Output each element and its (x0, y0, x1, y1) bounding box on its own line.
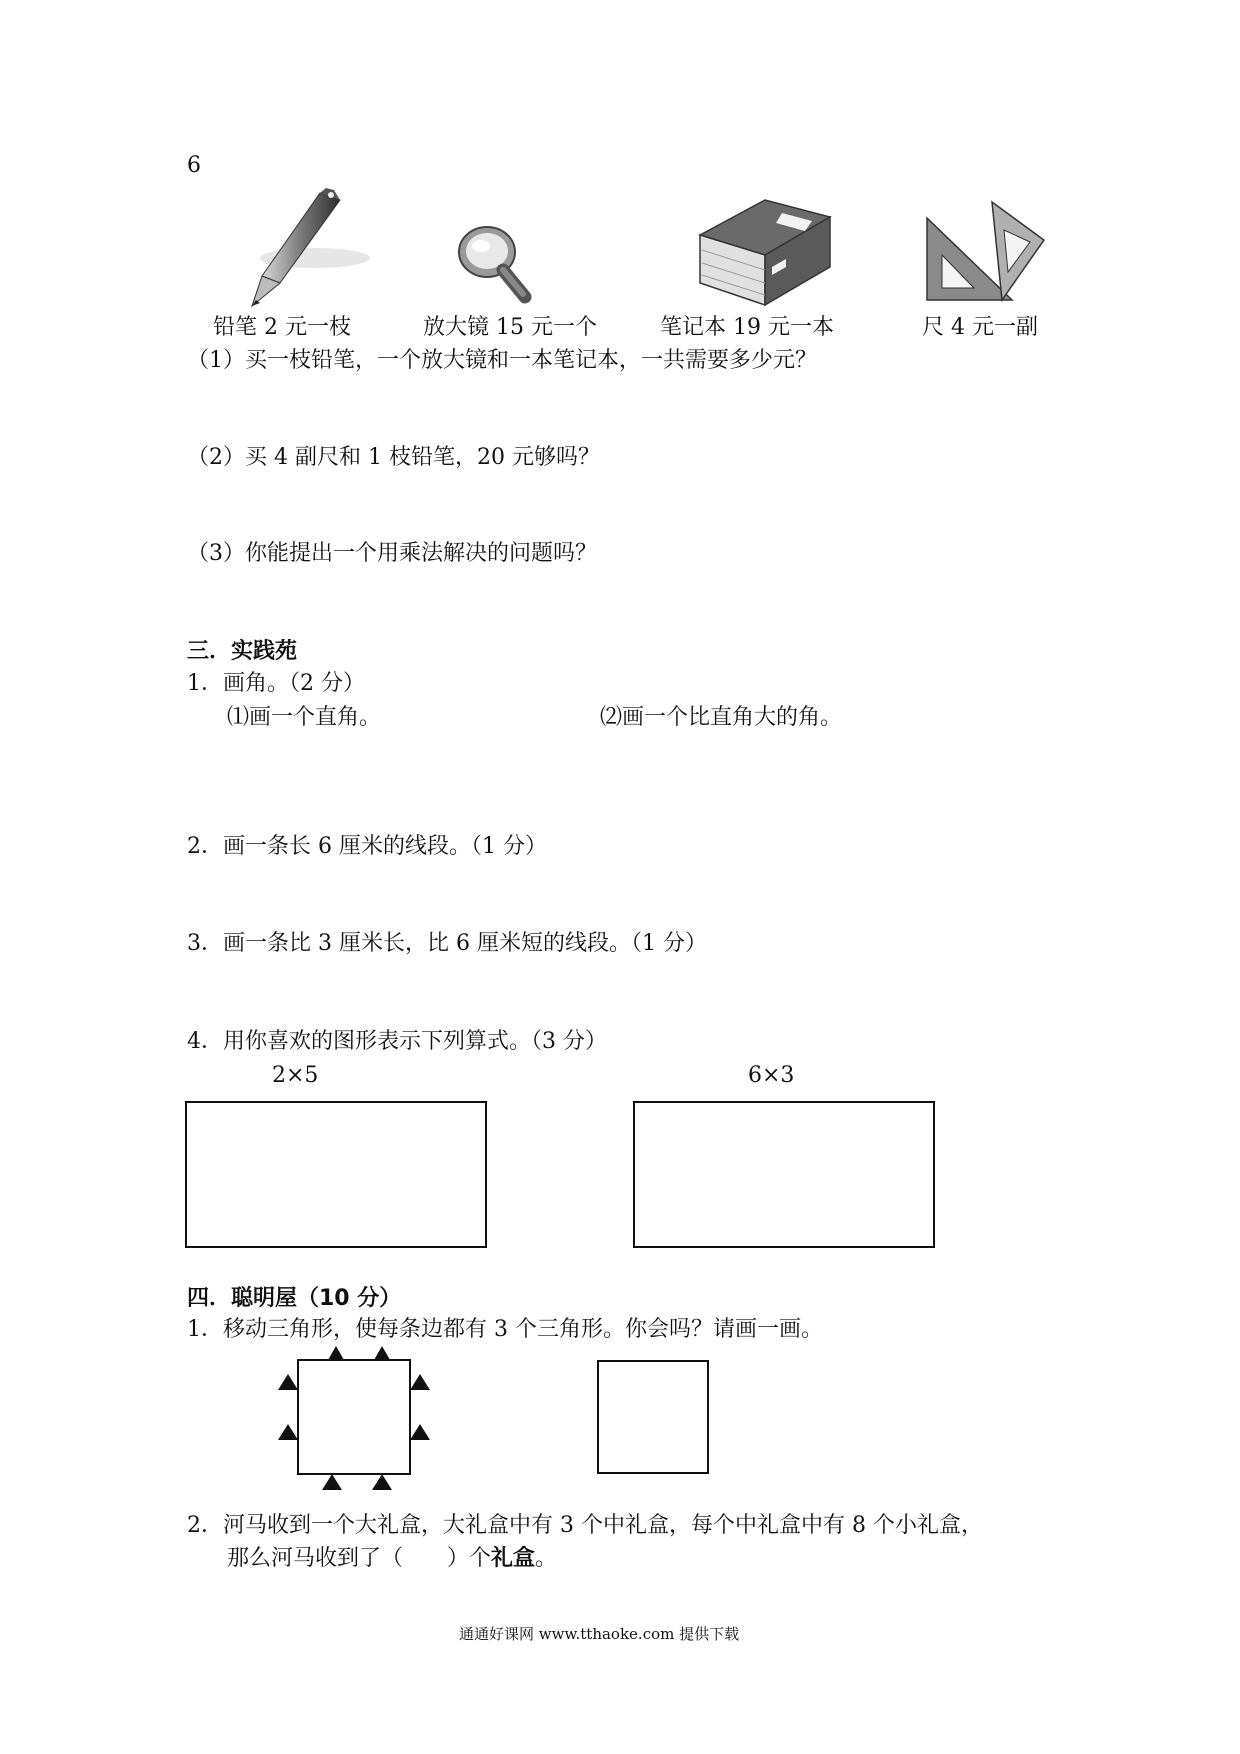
question-3: （3）你能提出一个用乘法解决的问题吗？ (187, 541, 597, 566)
s3-problem-3: 3．画一条比 3 厘米长，比 6 厘米短的线段。（1 分） (187, 931, 707, 956)
s3-problem-1a: ⑴画一个直角。 (227, 705, 382, 730)
notebook-caption: 笔记本 19 元一本 (660, 315, 834, 340)
ruler-set-icon (922, 200, 1047, 305)
answer-box-right[interactable] (633, 1101, 935, 1248)
expression-left: 2×5 (272, 1063, 319, 1088)
s3-problem-1: 1．画角。（2 分） (187, 671, 365, 696)
ruler-caption: 尺 4 元一副 (922, 315, 1038, 340)
s3-problem-2: 2．画一条长 6 厘米的线段。（1 分） (187, 834, 547, 859)
triangle-marker (322, 1474, 342, 1490)
triangle-marker (328, 1346, 344, 1360)
triangle-marker (278, 1374, 298, 1390)
magnifier-caption: 放大镜 15 元一个 (423, 315, 597, 340)
s3-problem-4: 4．用你喜欢的图形表示下列算式。（3 分） (187, 1029, 607, 1054)
section-4-title: 四．聪明屋（10 分） (187, 1286, 402, 1311)
footer-credit: 通通好课网 www.tthaoke.com 提供下载 (459, 1625, 740, 1643)
expression-right: 6×3 (748, 1063, 795, 1088)
triangle-square-figure (270, 1338, 440, 1498)
page-number: 6 (187, 153, 201, 178)
answer-box-left[interactable] (185, 1101, 487, 1248)
triangle-marker (410, 1374, 430, 1390)
s4-problem-2-line1: 2．河马收到一个大礼盒，大礼盒中有 3 个中礼盒，每个中礼盒中有 8 个小礼盒， (187, 1513, 983, 1538)
s4-problem-2-line2 (227, 1545, 557, 1573)
s4-problem-2-text: 那么河马收到了（ ）个 (227, 1546, 492, 1571)
triangle-marker (278, 1424, 298, 1440)
s4-problem-2-end: 。 (535, 1546, 558, 1571)
gift-box-emphasis: 礼盒 (491, 1546, 536, 1571)
question-2: （2）买 4 副尺和 1 枝铅笔，20 元够吗？ (187, 445, 600, 470)
triangle-marker (374, 1346, 390, 1360)
section-3-title: 三．实践苑 (187, 639, 298, 664)
magnifier-icon (455, 222, 535, 307)
s4-problem-1: 1．移动三角形，使每条边都有 3 个三角形。你会吗？请画一画。 (187, 1317, 823, 1342)
notebook-icon (690, 195, 840, 310)
triangle-marker (410, 1424, 430, 1440)
question-1: （1）买一枝铅笔，一个放大镜和一本笔记本，一共需要多少元？ (187, 348, 817, 373)
pencil-caption: 铅笔 2 元一枝 (213, 315, 351, 340)
pencil-icon (240, 188, 370, 308)
triangle-marker (372, 1474, 392, 1490)
s3-problem-1b: ⑵画一个比直角大的角。 (600, 705, 843, 730)
answer-square[interactable] (597, 1360, 709, 1474)
